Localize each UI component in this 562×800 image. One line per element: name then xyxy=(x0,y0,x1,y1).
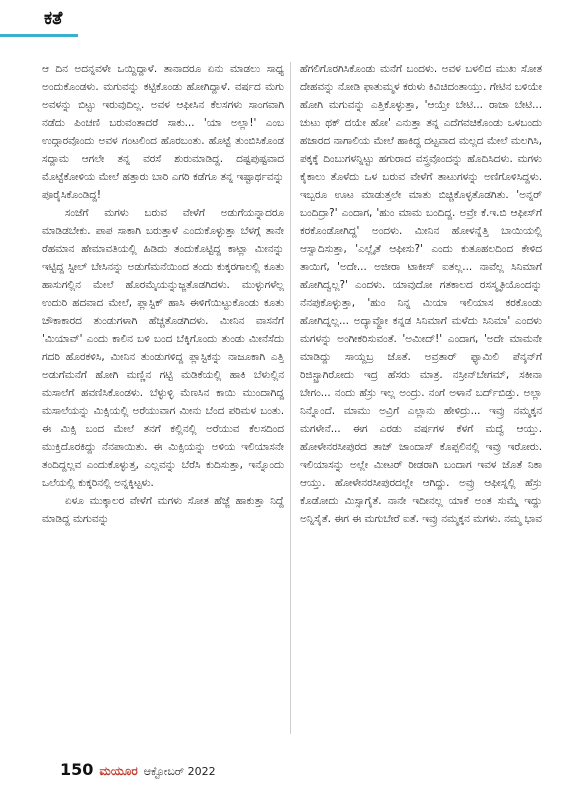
article-body xyxy=(42,60,542,736)
magazine-name: ಮಯೂರ xyxy=(99,764,138,778)
column-left xyxy=(42,60,284,736)
page-number: 150 xyxy=(60,760,94,779)
paragraph: ಸಂಜೆಗೆ ಮಗಳು ಬರುವ ವೇಳೆಗೆ ಅಡುಗೆಯನ್ನಾದರೂ ಮಾಡಿಡಬೇಕು. ಪಾಪ ಸಾಕಾಗಿ ಬರುತ್ತಾಳೆ ಎಂದುಕೊಳ್ಳುತ್ತಾ ಬೆಳಗ್ಗೆ ತಾನೇ ರೆಹಮಾನ ಹೇಮಾವತಿಯಲ್ಲಿ ಹಿಡಿದು ತಂದುಕೊಟ್ಟಿದ್ದ ಕಾಟ್ಲಾ ಮೀನನ್ನು ಇಟ್ಟಿದ್ದ ಸ್ಟೀಲ್ ಬೇಸಿನನ್ನು ಅಡುಗೆಮನೆಯಿಂದ ತಂದು ಕುಕ್ಕರಗಾಲಲ್ಲಿ ಕೂತು ಹಾಸುಗಲ್ಲಿನ ಮೇಲೆ ಹೊರಮೈಯನ್ನುಜ್ಜತೊಡಗಿದಳು. ಮುಳ್ಳುಗಳೆಲ್ಲ ಉದುರಿ ಹದವಾದ ಮೇಲೆ, ಪ್ಲಾಸ್ಟಿಕ್ ಹಾಸಿ ಈಳಿಗೆಯಿಟ್ಟುಕೊಂಡು ಕೂತು ಚೌಕಾಕಾರದ ತುಂಡುಗಳಾಗಿ ಹೆಚ್ಚತೊಡಗಿದಳು. ಮೀನಿನ ವಾಸನೆಗೆ 'ಮಿಯಾವ್' ಎಂದು ಕಾಲಿನ ಬಳಿ ಬಂದ ಬೆಕ್ಕಿಗೊಂದು ತುಂಡು ಮೀನೆಸೆದು ಗದರಿ ಹೊರಕಳಿಸಿ, ಮೀನಿನ ತುಂಡುಗಳಿದ್ದ ಪ್ಲಾಸ್ಟಿಕನ್ನು ನಾಜೂಕಾಗಿ ಎತ್ತಿ ಅಡುಗೆಮನೆಗೆ ಹೋಗಿ ಮಣ್ಣಿನ ಗಟ್ಟಿ ಮಡಿಕೆಯಲ್ಲಿ ಹಾಕಿ ಬೆಳುಲ್ಲಿನ ಮಸಾಲೆಗೆ ಹವಣಿಸಿಕೊಂಡಳು. ಬೆಳ್ಳುಳ್ಳಿ ಮೆಣಸಿನ ಕಾಯಿ ಮುಂದಾಗಿದ್ದ ಮಸಾಲೆಯನ್ನು ಮಿಕ್ಸಿಯಲ್ಲಿ ಅರೆಯುವಾಗ ಮೀನು ಬೆಂದ ಪರಿಮಳ ಬಂತು. ಈ ಮಿಕ್ಸಿ ಬಂದ ಮೇಲೆ ತನಗೆ ಕಲ್ಲಿನಲ್ಲಿ ಅರೆಯುವ ಕೆಲಸದಿಂದ ಮುಕ್ತಿದೊರಕಿದ್ದು ನೆನಪಾಯಿತು. ಈ ಮಿಕ್ಸಿಯನ್ನು ಅಳಿಯ ಇಲಿಯಾಸನೇ ತಂದಿದ್ದಲ್ಲವ ಎಂದುಕೊಳ್ಳುತ್ತ, ಎಲ್ಲವನ್ನು ಬೆರೆಸಿ ಕುದಿಸುತ್ತಾ, ಇನ್ನೊಂದು ಒಲೆಯಲ್ಲಿ ಕುಕ್ಕರಿನಲ್ಲಿ ಅನ್ನಕ್ಕಿಟ್ಟಳು. xyxy=(42,207,284,489)
column-divider xyxy=(290,62,291,734)
paragraph: ಏಳೂ ಮುಕ್ಕಾಲರ ವೇಳೆಗೆ ಮಗಳು ಸೋತ ಹೆಜ್ಜೆ ಹಾಕುತ್ತಾ ನಿದ್ದೆ ಮಾಡಿದ್ದ ಮಗುವನ್ನು xyxy=(42,495,284,525)
column-right xyxy=(300,60,542,736)
column-right-text: ಹೆಗಲಿಗೊರಗಿಸಿಕೊಂಡು ಮನೆಗೆ ಬಂದಳು. ಅವಳ ಬಳಲಿದ ಮುಖ ಸೋತ ದೇಹವನ್ನು ನೋಡಿ ಫಾತುಮ್ಮಳ ಕರುಳು ಕಿವಿಚಿದಂತಾಯ್ತು. ಗೇಟಿನ ಬಳಿಯೇ ಹೋಗಿ ಮಗುವನ್ನು ಎತ್ತಿಕೊಳ್ಳುತ್ತಾ, 'ಆಯ್ತೇ ಬೇಟಿ... ರಾಜಾ ಬೇಟಿ... ಚುಟು ಥಕ್ ದಯೇ ಹೋ' ಎನುತ್ತಾ ತನ್ನ ಎದೆಗವಚಿಕೊಂಡು ಒಳಬಂದು ಹಜಾರದ ನಾಗಾಲಿಯ ಮೇಲೆ ಹಾಕಿದ್ದ ದಟ್ಟವಾದ ಮಲ್ಲದ ಮೇಲೆ ಮಲಗಿಸಿ, ಪಕ್ಕಕ್ಕೆ ದಿಂಬುಗಳನ್ನಿಟ್ಟು ಹಗುರಾದ ವಸ್ತ್ರವೊಂದನ್ನು ಹೊದಿಸಿದಳು. ಮಗಳು ಕೈಕಾಲು ತೊಳೆದು ಒಳ ಬರುವ ವೇಳೆಗೆ ತಾಟುಗಳನ್ನು ಅಣಿಗೊಳಿಸಿದ್ದಳು. ಇಬ್ಬರೂ ಊಟ ಮಾಡುತ್ತಲೇ ಮಾತು ಬಿಚ್ಚಿಕೊಳ್ಳತೊಡಗಿತು. 'ಅನ್ನರ್ ಬಂದಿದ್ರಾ?' ಎಂದಾಗ, 'ಹುಂ ಮಾಮ ಬಂದಿದ್ದ. ಅವ್ರೇ ಕೆ.ಇ.ಬಿ ಆಫೀಸ್‌ಗೆ ಕರಕೊಂಡೋಗಿದ್ದ' ಅಂದಳು. ಮೀನಿನ ಹೋಳನ್ನೆತ್ತಿ ಬಾಯಿಯಲ್ಲಿ ಆಸ್ವಾದಿಸುತ್ತಾ, 'ಎಲ್ಲೈತೆ ಆಫೀಸು?' ಎಂದು ಕುತೂಹಲದಿಂದ ಕೇಳಿದ ತಾಯಿಗೆ, 'ಅದೇ... ಅಜೀರಾ ಟಾಕೀಸ್ ಐತಲ್ಲ... ನಾವೆಲ್ಲ ಸಿನಿಮಾಗೆ ಹೋಗಿದ್ವಲ್ಲ?' ಎಂದಳು. ಯಾವುದೋ ಗತಕಾಲದ ರಸಸ್ಮೃತಿಯೊಂದನ್ನು ನೆನಪುಕೊಳ್ಳುತ್ತಾ, 'ಹುಂ ನಿನ್ನ ಮಿಯಾ ಇಲಿಯಾಸ ಕರಕೊಂಡು ಹೋಗಿದ್ನಲ್ಲ... ಅದ್ಯಾವ್ದೋ ಕನ್ನಡ ಸಿನಿಮಾಗೆ ಮಳೆದು ಸಿನಿಮಾ' ಎಂದಳು ಮಗಳನ್ನು ಅಂಗೀಕರಿಸುವಂತೆ. 'ಅಮೀದ್!' ಎಂದಾಗ, 'ಅದೇ ಮಾಮನೇ ಮಾಡಿದ್ದು ಸಾಯ್ದಬ್ರ ಜೊತೆ. ಅವ್ರತಾರ್ ಫ್ಯಾಮಿಲಿ ಪೆನ್ಶನ್‌ಗೆ ರಿಜಿಸ್ಟ್ರಾಗಿರೋದು ಇದ್ರ ಹೆಸರು ಮಾತ್ರ. ನಸ್ರೀನ್‌ಬೇಗಮ್, ಸಕೀನಾ ಬೇಗಂ... ನಂದು ಹೆಸ್ರು ಇಲ್ಲ ಅಂದ್ರು. ನಂಗೆ ಅಳಾನೆ ಬರ್ದ್‌ಬಿಡ್ತು. ಅಲ್ಲಾ ನಿನ್ನೊಂದೆ. ಮಾಮು ಅವ್ರಿಗೆ ಎಲ್ಲಾನು ಹೇಳಿದ್ರು... ಇವ್ರು ನಮ್ಮಕ್ಕನ ಮಗಳೇನೆ... ಈಗ ಎರಡು ವರ್ಷಗಳ ಕೆಳಗೆ ಮದ್ವೆ ಆಯ್ತು. ಹೋಳೇನರಸೀಪುರದ ತಾಜ್ ಜಾಂದಾಸ್ ಕೊಪ್ಪಲಿನಲ್ಲಿ ಇವ್ರು ಇರೋರು. ಇಲಿಯಾಸನ್ನು ಅಲ್ಲೇ ಮೀಟರ್ ರೀಡರಾಗಿ ಬಂದಾಗ ಇವಳ ಜೊತೆ ನಿಕಾ ಆಯ್ತು. ಹೋಳೇನರಸೀಪುರದಲ್ಲೇ ಆಗಿದ್ದು. ಅವ್ರು ಆಫೀಸ್ನಲ್ಲಿ ಹೆಸ್ರು ಕೊಡೋದು ಮಿಸ್ಸಾಗೈತೆ. ನಾನೇ ಇದೀನಲ್ಲ ಯಾಕೆ ಅಂತ ಸುಮ್ಮೆ ಇದ್ದು ಅನ್ನಿಸೈತೆ. ಈಗ ಈ ಮಗುಬೇರೆ ಐತೆ. ಇವ್ರು ನಮ್ಮಕ್ಕನ ಮಗಳು. ನಮ್ಮ ಭಾವ xyxy=(300,63,542,525)
issue-date: ಆಕ್ಟೋಬರ್ 2022 xyxy=(143,765,216,778)
page-footer xyxy=(60,760,216,779)
paragraph: ಆ ದಿನ ಅದನ್ನವಳೇ ಒಯ್ದಿದ್ದಾಳೆ. ತಾನಾದರೂ ಏನು ಮಾಡಲು ಸಾಧ್ಯ ಅಂದುಕೊಂಡಳು. ಮಗುವನ್ನು ಕಟ್ಟಿಕೊಂಡು ಹೋಗಿದ್ದಾಳೆ. ವರ್ಷದ ಮಗು ಅವಳನ್ನು ಬಿಟ್ಟು ಇರುವುದಿಲ್ಲ. ಅವಳ ಆಫೀಸಿನ ಕೆಲಸಗಳು ಸಾಂಗವಾಗಿ ನಡೆದು ಪಿಂಚಣಿ ಬರುವಂತಾದರೆ ಸಾಕು... 'ಯಾ ಅಲ್ಲಾ!' ಎಂಬ ಉದ್ಗಾರವೊಂದು ಅವಳ ಗಂಟಲಿಂದ ಹೊರಬಂತು. ಹೊಟ್ಟೆ ತುಂಬಿಸಿಕೊಂಡ ಸದ್ದಾಮ ಆಗಲೇ ತನ್ನ ವರಸೆ ಶುರುಮಾಡಿದ್ದ. ದಷ್ಟಪುಷ್ಟವಾದ ಮೊಟ್ಟೆಕೋಳಿಯ ಮೇಲೆ ಹತ್ತಾರು ಬಾರಿ ಎಗರಿ ಕಡೆಗೂ ತನ್ನ ಇಷ್ಟಾರ್ಥವನ್ನು ಪೂರೈಸಿಕೊಂಡಿದ್ದ! xyxy=(42,63,284,201)
column-left-text xyxy=(42,60,284,528)
section-accent-bar xyxy=(0,34,78,37)
section-title: ಕತೆ xyxy=(44,8,63,29)
